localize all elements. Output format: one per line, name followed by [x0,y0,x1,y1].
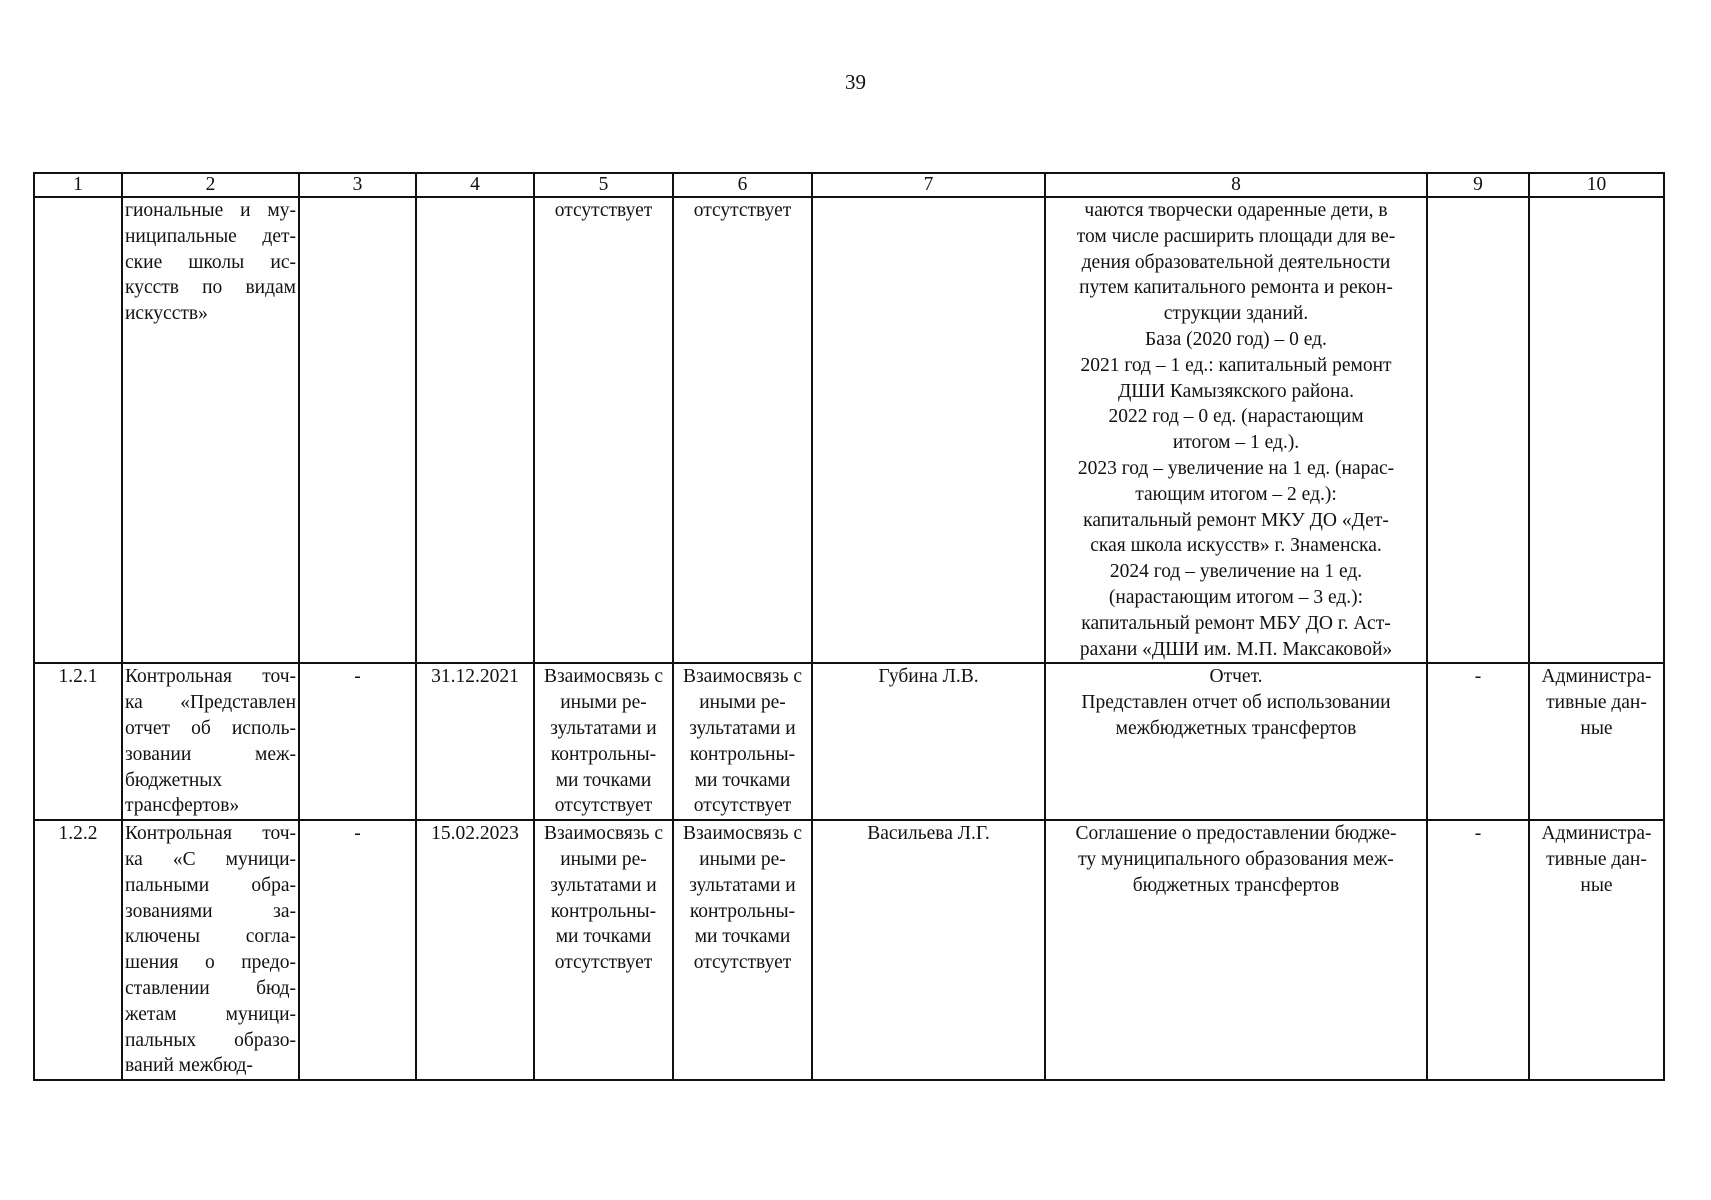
cell-line: Администра- [1541,823,1652,845]
cell-line: чаются творчески одаренные дети, в [1084,200,1388,221]
cell-line: ниципальные дет- [125,225,296,247]
cell-line: рахани «ДШИ им. М.П. Максаковой» [1079,638,1393,660]
page-number: 39 [845,70,866,94]
cell-col3 [299,197,416,663]
cell-line: Взаимосвязь с [682,666,803,688]
cell-col9: - [1427,663,1529,820]
cell-line: путем капитального ремонта и рекон- [1079,277,1393,299]
column-header-7: 7 [812,173,1045,197]
table-row [34,820,1664,1080]
header-row [34,173,1664,197]
cell-line: бюджетных трансфертов [1132,874,1340,896]
cell-line: ка «С муници- [125,848,296,870]
cell-line: трансфертов» [125,795,240,817]
cell-date: 31.12.2021 [416,663,534,820]
cell-col3: - [299,663,416,820]
cell-col6 [673,663,812,820]
cell-source [1529,197,1664,663]
cell-line: пальными обра- [125,874,296,896]
cell-line: Взаимосвязь с [543,823,664,845]
cell-line: кусств по видам [125,277,296,299]
table-row [34,663,1664,820]
column-header-1: 1 [34,173,122,197]
cell-line: бюджетных [125,769,223,791]
cell-name [122,820,299,1080]
cell-line: иными ре- [560,692,647,714]
column-header-6: 6 [673,173,812,197]
cell-line: контрольны- [689,743,796,765]
cell-source [1529,820,1664,1080]
cell-line: ваний межбюд- [125,1055,253,1077]
cell-line: ные [1580,874,1613,896]
document-table [33,172,1665,1081]
column-header-10: 10 [1529,173,1664,197]
cell-line: Представлен отчет об использовании [1081,692,1391,714]
cell-name [122,197,299,663]
cell-line: струкции зданий. [1163,303,1309,325]
cell-line: тивные дан- [1546,692,1647,714]
cell-line: ключены согла- [125,926,296,948]
cell-col9 [1427,197,1529,663]
cell-line: зультатами и [689,717,796,739]
cell-line: контрольны- [550,900,657,922]
cell-col5 [534,197,673,663]
cell-date: 15.02.2023 [416,820,534,1080]
cell-line: 2024 год – увеличение на 1 ед. [1109,561,1363,583]
cell-line: иными ре- [699,692,786,714]
cell-line: Взаимосвязь с [543,666,664,688]
cell-line: ми точками [555,926,652,948]
cell-line: Взаимосвязь с [682,823,803,845]
cell-line: База (2020 год) – 0 ед. [1145,328,1327,350]
cell-line: ми точками [694,769,791,791]
cell-line: 2021 год – 1 ед.: капитальный ремонт [1080,354,1392,376]
cell-line: 2023 год – увеличение на 1 ед. (нарас- [1077,457,1395,479]
cell-line: отсутствует [693,200,792,221]
cell-col6 [673,197,812,663]
column-header-8: 8 [1045,173,1427,197]
cell-line: том числе расширить площади для ве- [1076,225,1396,247]
cell-line: ские школы ис- [125,251,296,273]
cell-line: ми точками [555,769,652,791]
cell-line: капитальный ремонт МБУ ДО г. Аст- [1081,612,1391,634]
cell-description [1045,663,1427,820]
cell-line: ные [1580,717,1613,739]
column-header-2: 2 [122,173,299,197]
cell-line: Соглашение о предоставлении бюдже- [1075,823,1397,845]
cell-number [34,197,122,663]
cell-line: Контрольная точ- [125,823,296,845]
cell-line: капитальный ремонт МКУ ДО «Дет- [1083,509,1389,531]
cell-line: отсутствует [554,200,653,221]
cell-line: ская школа искусств» г. Знаменска. [1090,535,1382,557]
cell-line: Отчет. [1209,666,1263,688]
cell-description [1045,820,1427,1080]
cell-source [1529,663,1664,820]
column-header-9: 9 [1427,173,1529,197]
cell-line: ка «Представлен [125,692,296,714]
cell-line: ту муниципального образования меж- [1078,848,1394,870]
cell-line: отчет об исполь- [125,717,296,739]
cell-line: пальных образо- [125,1029,296,1051]
cell-col6 [673,820,812,1080]
cell-col3: - [299,820,416,1080]
cell-line: Администра- [1541,666,1652,688]
column-header-5: 5 [534,173,673,197]
table-row [34,197,1664,663]
cell-line: отсутствует [554,795,653,817]
cell-line: шения о предо- [125,952,296,974]
cell-number: 1.2.2 [34,820,122,1080]
cell-line: иными ре- [560,848,647,870]
cell-line: иными ре- [699,848,786,870]
cell-line: зультатами и [550,874,657,896]
cell-line: зультатами и [689,874,796,896]
cell-line: тивные дан- [1546,848,1647,870]
cell-line: контрольны- [550,743,657,765]
cell-line: искусств» [125,303,208,325]
cell-number: 1.2.1 [34,663,122,820]
cell-line: межбюджетных трансфертов [1115,717,1357,739]
cell-line: ставлении бюд- [125,977,296,999]
cell-description [1045,197,1427,663]
cell-col5 [534,663,673,820]
cell-line: Контрольная точ- [125,666,296,688]
cell-line: жетам муници- [125,1003,296,1025]
cell-responsible: Васильева Л.Г. [812,820,1045,1080]
cell-line: 2022 год – 0 ед. (нарастающим [1108,406,1364,428]
cell-line: зовании меж- [125,743,296,765]
cell-line: (нарастающим итогом – 3 ед.): [1108,586,1364,608]
column-header-4: 4 [416,173,534,197]
cell-date [416,197,534,663]
cell-line: ДШИ Камызякского района. [1117,380,1355,402]
cell-name [122,663,299,820]
cell-col5 [534,820,673,1080]
cell-line: отсутствует [693,795,792,817]
cell-line: итогом – 1 ед.). [1172,432,1300,454]
cell-line: гиональные и му- [125,200,296,221]
column-header-3: 3 [299,173,416,197]
cell-line: зультатами и [550,717,657,739]
cell-responsible: Губина Л.В. [812,663,1045,820]
cell-line: отсутствует [554,952,653,974]
cell-col9: - [1427,820,1529,1080]
cell-line: отсутствует [693,952,792,974]
cell-line: тающим итогом – 2 ед.): [1135,483,1337,505]
cell-line: дения образовательной деятельности [1081,251,1391,273]
cell-responsible [812,197,1045,663]
cell-line: ми точками [694,926,791,948]
cell-line: зованиями за- [125,900,296,922]
cell-line: контрольны- [689,900,796,922]
